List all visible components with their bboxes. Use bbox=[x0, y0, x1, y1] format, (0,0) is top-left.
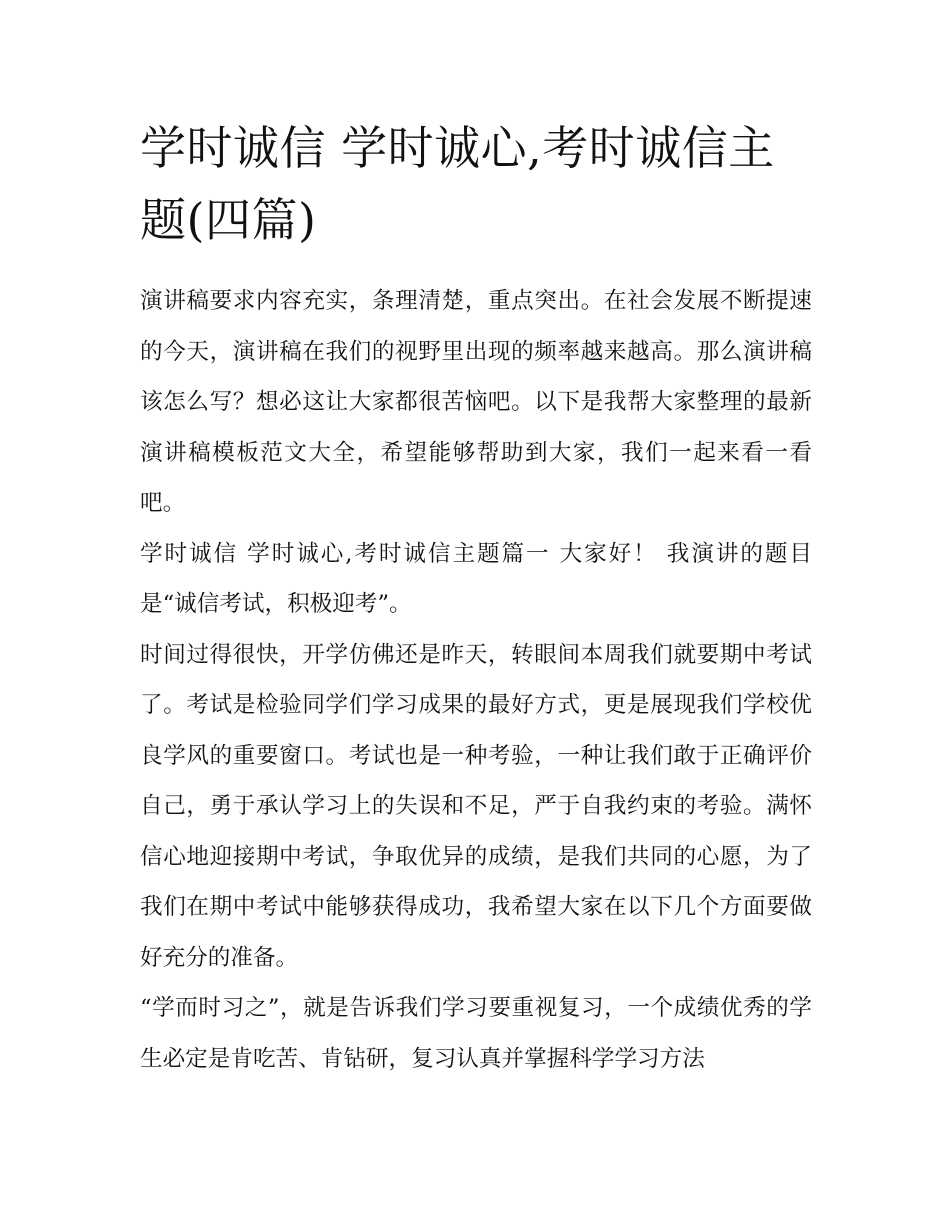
paragraph-speech-opening: 学时诚信 学时诚心,考时诚信主题篇一 大家好！ 我演讲的题目是“诚信考试，积极迎考”。 bbox=[140, 540, 812, 617]
document-body bbox=[140, 112, 812, 1084]
document-title: 学时诚信 学时诚心,考时诚信主题(四篇) bbox=[140, 121, 775, 247]
paragraph-review-advice: “学而时习之”，就是告诉我们学习要重视复习，一个成绩优秀的学生必定是肯吃苦、肯钻研，复习认真并掌握科学学习方法 bbox=[140, 995, 812, 1072]
paragraph-exam-preparation: 时间过得很快，开学仿佛还是昨天，转眼间本周我们就要期中考试了。考试是检验同学们学习成果的最好方式，更是展现我们学校优良学风的重要窗口。考试也是一种考验，一种让我们敢于正确评价自己，勇于承认学习上的失误和不足，严于自我约束的考验。满怀信心地迎接期中考试，争取优异的成绩，是我们共同的心愿，为了我们在期中考试中能够获得成功，我希望大家在以下几个方面要做好充分的准备。 bbox=[140, 641, 812, 971]
paragraph-intro: 演讲稿要求内容充实，条理清楚，重点突出。在社会发展不断提速的今天，演讲稿在我们的视野里出现的频率越来越高。那么演讲稿该怎么写？想必这让大家都很苦恼吧。以下是我帮大家整理的最新演讲稿模板范文大全，希望能够帮助到大家，我们一起来看一看吧。 bbox=[140, 288, 812, 516]
